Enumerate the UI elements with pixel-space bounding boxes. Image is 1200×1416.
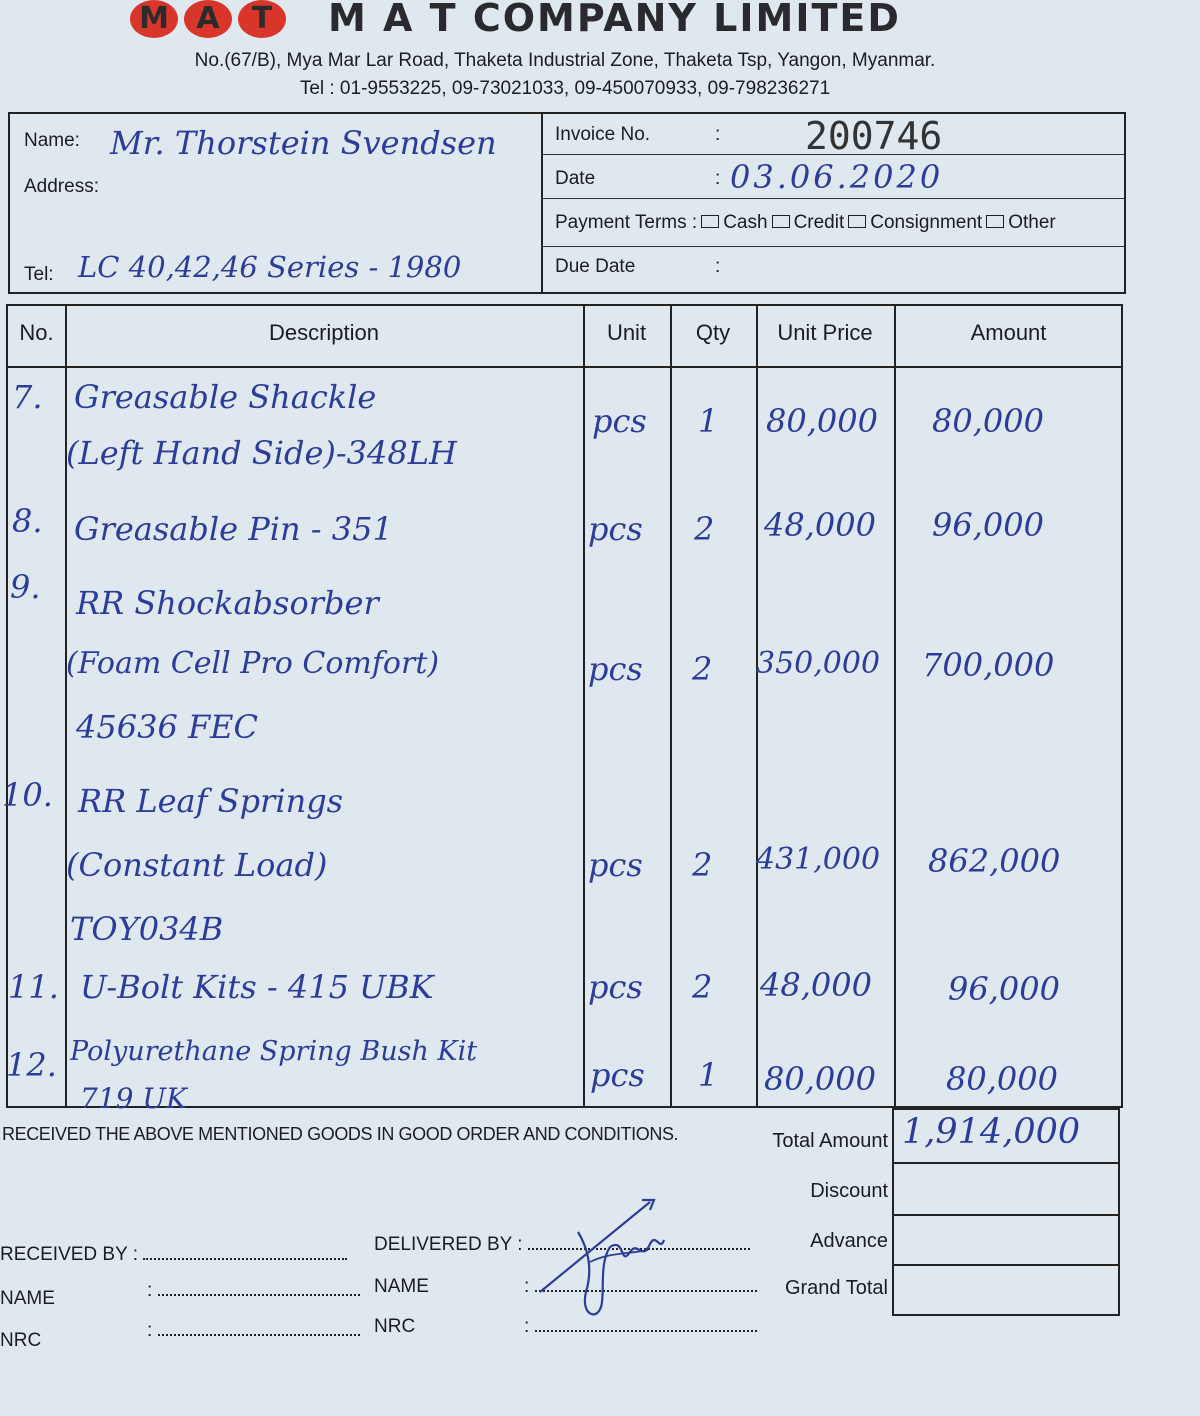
- row-desc-line: (Constant Load): [66, 846, 328, 884]
- header-qty: Qty: [695, 320, 731, 345]
- received-nrc-line[interactable]: [158, 1320, 360, 1336]
- col-divider: [894, 306, 896, 1106]
- discount-box[interactable]: [892, 1162, 1120, 1216]
- row-unit: pcs: [588, 846, 643, 884]
- cash-checkbox[interactable]: [701, 215, 719, 228]
- discount-label: Discount: [810, 1180, 888, 1202]
- logo-letter-t: T: [238, 0, 286, 38]
- logo-letter-m: M: [130, 0, 178, 38]
- received-nrc-colon: :: [147, 1320, 153, 1341]
- row-no: 12.: [6, 1046, 57, 1084]
- row-desc-line: (Left Hand Side)-348LH: [66, 434, 457, 472]
- payment-terms-label: Payment Terms :: [555, 212, 698, 233]
- invoice-date: 03.06.2020: [730, 158, 944, 196]
- row-qty: 1: [698, 402, 719, 440]
- row-unit: pcs: [588, 650, 643, 688]
- received-by-label: RECEIVED BY :: [0, 1244, 138, 1265]
- row-desc-line: Greasable Pin - 351: [74, 510, 393, 548]
- row-qty: 2: [692, 846, 713, 884]
- row-price: 80,000: [764, 1060, 876, 1098]
- received-by-line[interactable]: [143, 1244, 347, 1260]
- row-price: 48,000: [764, 506, 876, 544]
- row-qty: 1: [698, 1056, 719, 1094]
- company-address: No.(67/B), Mya Mar Lar Road, Thaketa Industrial Zone, Thaketa Tsp, Yangon, Myanmar.: [194, 50, 936, 71]
- grand-total-label: Grand Total: [784, 1277, 888, 1299]
- row-price: 350,000: [756, 646, 881, 681]
- row-no: 7.: [12, 378, 43, 416]
- header-unit-price: Unit Price: [777, 320, 873, 345]
- company-name: M A T COMPANY LIMITED: [328, 0, 901, 40]
- row-amount: 96,000: [948, 970, 1060, 1008]
- info-divider: [541, 114, 543, 292]
- row-unit: pcs: [592, 402, 647, 440]
- received-name-row: [147, 1280, 360, 1302]
- info-row-line: [543, 246, 1124, 247]
- row-desc-line: 45636 FEC: [76, 708, 259, 746]
- advance-box[interactable]: [892, 1214, 1120, 1266]
- received-statement: RECEIVED THE ABOVE MENTIONED GOODS IN GOOD ORDER AND CONDITIONS.: [2, 1124, 679, 1144]
- payment-terms: [555, 212, 1056, 234]
- received-nrc-label: NRC: [0, 1330, 42, 1351]
- row-desc-line: RR Shockabsorber: [76, 584, 379, 622]
- customer-name: Mr. Thorstein Svendsen: [110, 124, 497, 162]
- row-no: 8.: [12, 502, 43, 540]
- company-telephone: Tel : 01-9553225, 09-73021033, 09-450070933, 09-798236271: [299, 78, 831, 99]
- row-desc-line: U-Bolt Kits - 415 UBK: [80, 968, 434, 1006]
- received-name-line[interactable]: [158, 1280, 360, 1296]
- delivered-name-colon: :: [524, 1276, 530, 1297]
- invoice-info-box: [8, 112, 1126, 294]
- row-unit: pcs: [588, 968, 643, 1006]
- header-unit: Unit: [606, 320, 647, 345]
- company-logo: [130, 0, 286, 40]
- header-no: No.: [19, 320, 54, 345]
- total-amount-value: 1,914,000: [902, 1112, 1081, 1152]
- col-divider: [756, 306, 758, 1106]
- consignment-checkbox[interactable]: [848, 215, 866, 228]
- received-nrc-row: [147, 1320, 360, 1342]
- row-no: 11.: [8, 968, 59, 1006]
- total-amount-label: Total Amount: [772, 1130, 888, 1152]
- header-divider: [8, 366, 1121, 368]
- received-name-label: NAME: [0, 1288, 55, 1309]
- header-amount: Amount: [970, 320, 1047, 345]
- address-label: Address:: [24, 176, 99, 197]
- row-desc-line: RR Leaf Springs: [78, 782, 344, 820]
- credit-checkbox[interactable]: [772, 215, 790, 228]
- delivered-name-label: NAME: [374, 1276, 429, 1297]
- customer-tel: LC 40,42,46 Series - 1980: [78, 250, 462, 284]
- row-price: 48,000: [760, 966, 872, 1004]
- delivered-nrc-label: NRC: [374, 1316, 416, 1337]
- date-colon: :: [715, 168, 721, 189]
- invoice-number: 200746: [805, 114, 943, 158]
- row-desc-line: Polyurethane Spring Bush Kit: [70, 1036, 478, 1067]
- row-unit: pcs: [588, 510, 643, 548]
- row-qty: 2: [692, 968, 713, 1006]
- col-divider: [65, 306, 67, 1106]
- delivered-by-label: DELIVERED BY :: [374, 1234, 523, 1255]
- date-label: Date: [555, 168, 596, 189]
- row-desc-line: 719 UK: [80, 1082, 187, 1115]
- tel-label: Tel:: [24, 264, 54, 285]
- delivery-signature: [530, 1192, 680, 1332]
- received-by-row: [0, 1244, 347, 1266]
- row-desc-line: TOY034B: [70, 910, 224, 948]
- credit-label: Credit: [793, 212, 845, 233]
- due-date-label: Due Date: [555, 256, 636, 277]
- row-amount: 80,000: [932, 402, 1044, 440]
- row-price: 80,000: [766, 402, 878, 440]
- received-name-colon: :: [147, 1280, 153, 1301]
- invoice-no-label: Invoice No.: [555, 124, 651, 145]
- info-row-line: [543, 154, 1124, 155]
- invoice-no-colon: :: [715, 124, 721, 145]
- row-amount: 700,000: [922, 646, 1055, 684]
- advance-label: Advance: [810, 1230, 888, 1252]
- col-divider: [670, 306, 672, 1106]
- row-no: 9.: [10, 568, 41, 606]
- due-date-colon: :: [715, 256, 721, 277]
- logo-letter-a: A: [184, 0, 232, 38]
- info-row-line: [543, 198, 1124, 199]
- row-price: 431,000: [756, 842, 881, 877]
- items-table: [2, 304, 1123, 1115]
- col-divider: [583, 306, 585, 1106]
- row-no: 10.: [2, 776, 53, 814]
- row-amount: 80,000: [946, 1060, 1058, 1098]
- other-label: Other: [1008, 212, 1056, 233]
- row-qty: 2: [694, 510, 715, 548]
- name-label: Name:: [24, 130, 80, 151]
- row-desc-line: (Foam Cell Pro Comfort): [66, 646, 440, 681]
- row-amount: 96,000: [932, 506, 1044, 544]
- row-qty: 2: [692, 650, 713, 688]
- grand-total-box[interactable]: [892, 1264, 1120, 1316]
- other-checkbox[interactable]: [986, 215, 1004, 228]
- row-amount: 862,000: [928, 842, 1061, 880]
- header-description: Description: [268, 320, 380, 345]
- cash-label: Cash: [723, 212, 768, 233]
- row-desc-line: Greasable Shackle: [74, 378, 377, 416]
- consignment-label: Consignment: [870, 212, 983, 233]
- row-unit: pcs: [590, 1056, 645, 1094]
- delivered-nrc-colon: :: [524, 1316, 530, 1337]
